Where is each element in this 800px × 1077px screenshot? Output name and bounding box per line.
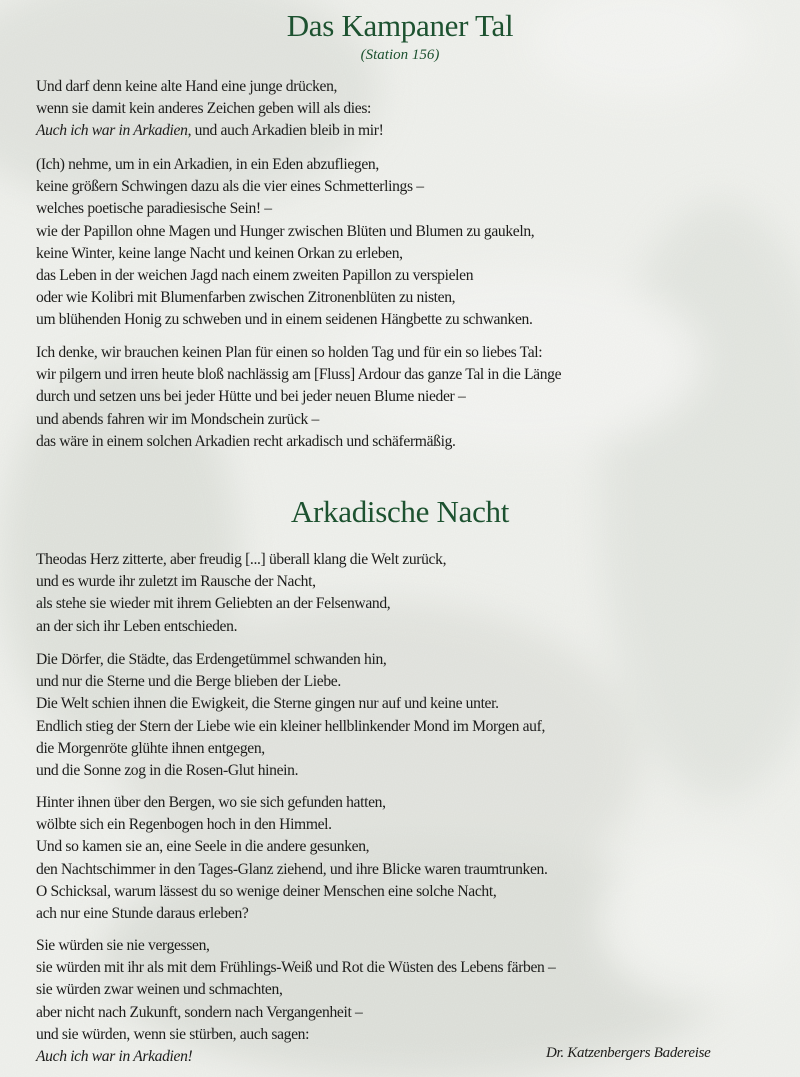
stanza-2-2 <box>36 649 545 782</box>
stanza-2-1 <box>36 549 446 638</box>
line: Hinter ihnen über den Bergen, wo sie sich gefunden hatten, <box>36 794 386 811</box>
line: Und so kamen sie an, eine Seele in die andere gesunken, <box>36 838 370 856</box>
line: und die Sonne zog in die Rosen-Glut hinein. <box>36 762 299 780</box>
line: welches poetische paradiesische Sein! – <box>36 200 272 218</box>
line: den Nachtschimmer in den Tages-Glanz ziehend, und ihre Blicke waren traumtrunken. <box>36 860 548 878</box>
line: O Schicksal, warum lässest du so wenige deiner Menschen eine solche Nacht, <box>36 882 497 900</box>
stanza-1-3 <box>36 342 561 453</box>
line: Die Welt schien ihnen die Ewigkeit, die Sterne gingen nur auf und keine unter. <box>36 695 499 713</box>
line: durch und setzen uns bei jeder Hütte und bei jeder neuen Blume nieder – <box>36 388 466 406</box>
line: das Leben in der weichen Jagd nach einem zweiten Papillon zu verspielen <box>36 267 474 285</box>
stanza-1-1 <box>36 76 383 143</box>
source-attribution: Dr. Katzenbergers Badereise <box>546 1045 711 1061</box>
line: um blühenden Honig zu schweben und in einem seidenen Hängbette zu schwanken. <box>36 311 533 329</box>
stanza-2-3 <box>36 792 548 925</box>
line: Ich denke, wir brauchen keinen Plan für einen so holden Tag und für ein so liebes Tal: <box>36 344 543 361</box>
closing-quote: Auch ich war in Arkadien! <box>36 1048 193 1066</box>
stanza-2-4 <box>36 935 556 1068</box>
line: Und darf denn keine alte Hand eine junge drücken, <box>36 78 338 95</box>
section-title-arkadische-nacht: Arkadische Nacht <box>290 494 510 529</box>
line: als stehe sie wieder mit ihrem Geliebten an der Felsenwand, <box>36 595 391 613</box>
line: wie der Papillon ohne Magen und Hunger zwischen Blüten und Blumen zu gaukeln, <box>36 222 535 240</box>
line: und sie würden, wenn sie stürben, auch sagen: <box>36 1025 310 1043</box>
line: Sie würden sie nie vergessen, <box>36 937 210 954</box>
line: die Morgenröte glühte ihnen entgegen, <box>36 739 265 757</box>
line: oder wie Kolibri mit Blumenfarben zwischen Zitronenblüten zu nisten, <box>36 289 456 307</box>
line: sie würden mit ihr als mit dem Frühlings-Weiß und Rot die Wüsten des Lebens färben – <box>36 959 556 977</box>
line: sie würden zwar weinen und schmachten, <box>36 981 283 999</box>
line: wölbte sich ein Regenbogen hoch in den Himmel. <box>36 816 332 834</box>
line: Die Dörfer, die Städte, das Erdengetümmel schwanden hin, <box>36 651 387 668</box>
line: wir pilgern und irren heute bloß nachlässig am [Fluss] Ardour das ganze Tal in die Länge <box>36 366 562 384</box>
italic-quote: Auch ich war in Arkadien <box>36 122 188 140</box>
line: Theodas Herz zitterte, aber freudig [...] überall klang die Welt zurück, <box>36 551 447 568</box>
line: ach nur eine Stunde daraus erleben? <box>36 905 249 923</box>
stanza-1-2 <box>36 154 534 332</box>
line: das wäre in einem solchen Arkadien recht arkadisch und schäfermäßig. <box>36 432 456 450</box>
line: und abends fahren wir im Mondschein zurück – <box>36 410 319 428</box>
section-title-kampaner-tal: Das Kampaner Tal <box>286 8 514 43</box>
section-subtitle: (Station 156) <box>360 47 440 63</box>
line: und nur die Sterne und die Berge blieben der Liebe. <box>36 673 341 691</box>
line: an der sich ihr Leben entschieden. <box>36 617 238 635</box>
line: keine Winter, keine lange Nacht und keinen Orkan zu erleben, <box>36 244 403 262</box>
line: aber nicht nach Zukunft, sondern nach Vergangenheit – <box>36 1003 363 1021</box>
line: Endlich stieg der Stern der Liebe wie ein kleiner hellblinkender Mond im Morgen auf, <box>36 717 546 735</box>
line <box>36 120 383 142</box>
line: (Ich) nehme, um in ein Arkadien, in ein Eden abzufliegen, <box>36 156 379 173</box>
line: keine größern Schwingen dazu als die vier eines Schmetterlings – <box>36 178 424 196</box>
line-rest: , und auch Arkadien bleib in mir! <box>187 122 384 140</box>
line: wenn sie damit kein anderes Zeichen geben will als dies: <box>36 100 372 118</box>
line: und es wurde ihr zuletzt im Rausche der Nacht, <box>36 573 316 591</box>
